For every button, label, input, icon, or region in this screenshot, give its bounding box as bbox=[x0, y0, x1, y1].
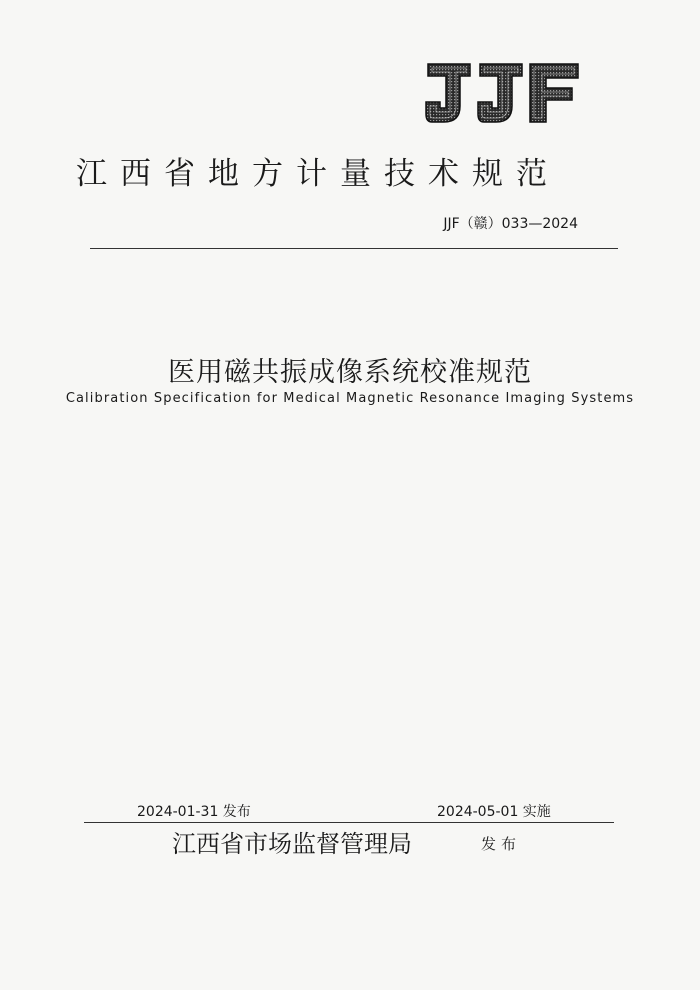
implementation-date: 2024-05-01 实施 bbox=[437, 804, 551, 820]
issue-date: 2024-01-31 发布 bbox=[137, 804, 251, 820]
jjf-logo bbox=[424, 60, 582, 126]
publisher-suffix: 发布 bbox=[481, 835, 522, 853]
document-title-english: Calibration Specification for Medical Magnetic Resonance Imaging Systems bbox=[65, 391, 635, 406]
standard-number: JJF（赣）033—2024 bbox=[443, 216, 578, 232]
bottom-divider bbox=[84, 822, 614, 823]
series-title: 江西省地方计量技术规范 bbox=[76, 156, 560, 192]
publisher-name: 江西省市场监督管理局 bbox=[172, 830, 412, 858]
document-title-chinese: 医用磁共振成像系统校准规范 bbox=[168, 357, 532, 388]
top-divider bbox=[90, 248, 618, 249]
